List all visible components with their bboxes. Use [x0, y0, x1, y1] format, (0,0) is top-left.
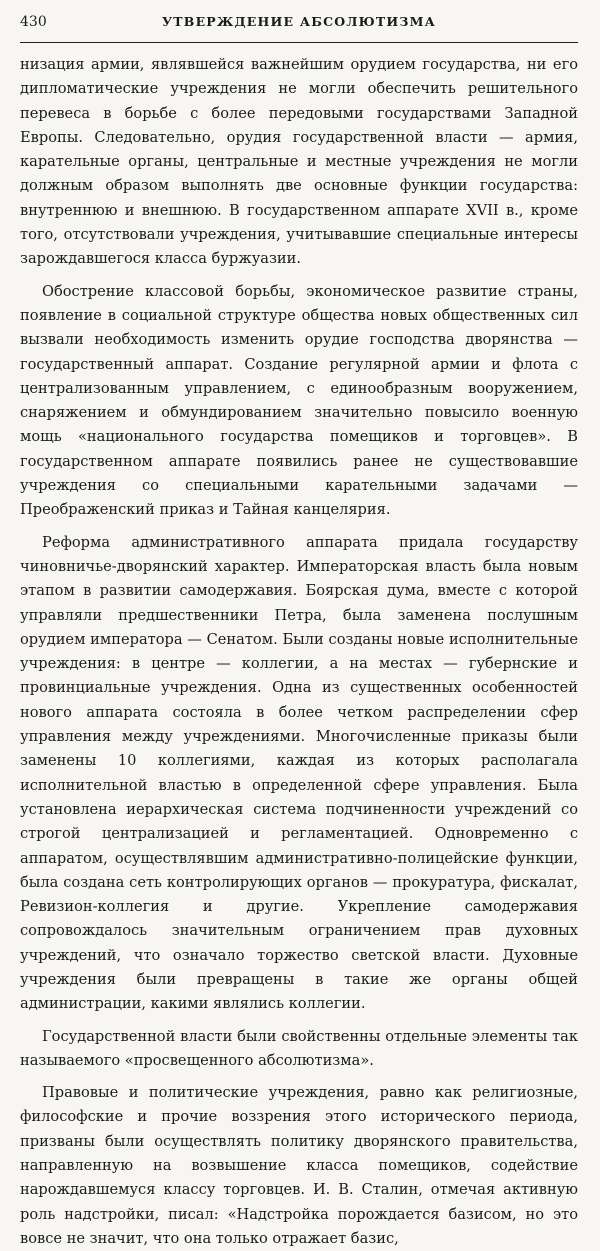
body-text [20, 53, 578, 1251]
page-header [20, 14, 578, 36]
paragraph-4: Государственной власти были свойственны отдельные элементы так называемого «просвещенного абсолютизма». [20, 1027, 578, 1069]
running-head: УТВЕРЖДЕНИЕ АБСОЛЮТИЗМА [161, 14, 437, 29]
paragraph-2: Обострение классовой борьбы, экономическое развитие страны, появление в социальной структуре общества новых общественных сил вызвали необходимость изменить орудие господства дворянства — государственный аппарат. Создание регулярной армии и флота с централизованным управлением, с единообразным вооружением, снаряжением и обмундированием значительно повысило военную мощь «национального государства помещиков и торговцев». В государственном аппарате появились ранее не существовавшие учреждения со специальными карательными задачами — Преображенский приказ и Тайная канцелярия. [20, 282, 578, 519]
page-number: 430 [20, 14, 47, 30]
paragraph-3: Реформа административного аппарата придала государству чиновничье-дворянский характер. Императорская власть была новым этапом в развитии самодержавия. Боярская дума, вместе с которой управляли предшественники Петра, была заменена послушным орудием императора — Сенатом. Были созданы новые исполнительные учреждения: в центре — коллегии, а на местах — губернские и провинциальные учреждения. Одна из существенных особенностей нового аппарата состояла в более четком распределении сфер управления между учреждениями. Многочисленные приказы были заменены 10 коллегиями, каждая из которых располагала исполнительной властью в определенной сфере управления. Была установлена иерархическая система подчиненности учреждений со строгой централизацией и регламентацией. Одновременно с аппаратом, осуществлявшим административно-полицейские функции, была создана сеть контролирующих органов — прокуратура, фискалат, Ревизион-коллегия и другие. Укрепление самодержавия сопровождалось значительным ограничением прав духовных учреждений, что означало торжество светской власти. Духовные учреждения были превращены в такие же органы общей администрации, какими являлись коллегии. [20, 533, 578, 1013]
paragraph-1: низация армии, являвшейся важнейшим орудием государства, ни его дипломатические учреждения не могли обеспечить решительного перевеса в борьбе с более передовыми государствами Западной Европы. Следовательно, орудия государственной власти — армия, карательные органы, центральные и местные учреждения не могли должным образом выполнять две основные функции государства: внутреннюю и внешнюю. В государственном аппарате XVII в., кроме того, отсутствовали учреждения, учитывавшие специальные интересы зарождавшегося класса буржуазии. [20, 56, 578, 268]
paragraph-5: Правовые и политические учреждения, равно как религиозные, философские и прочие воззрения этого исторического периода, призваны были осуществлять политику дворянского правительства, направленную на возвышение класса помещиков, содействие нарождавшемуся классу торговцев. И. В. Сталин, отмечая активную роль надстройки, писал: «Надстройка порождается базисом, но это вовсе не значит, что она только отражает базис, [20, 1084, 578, 1247]
header-rule [20, 42, 578, 43]
